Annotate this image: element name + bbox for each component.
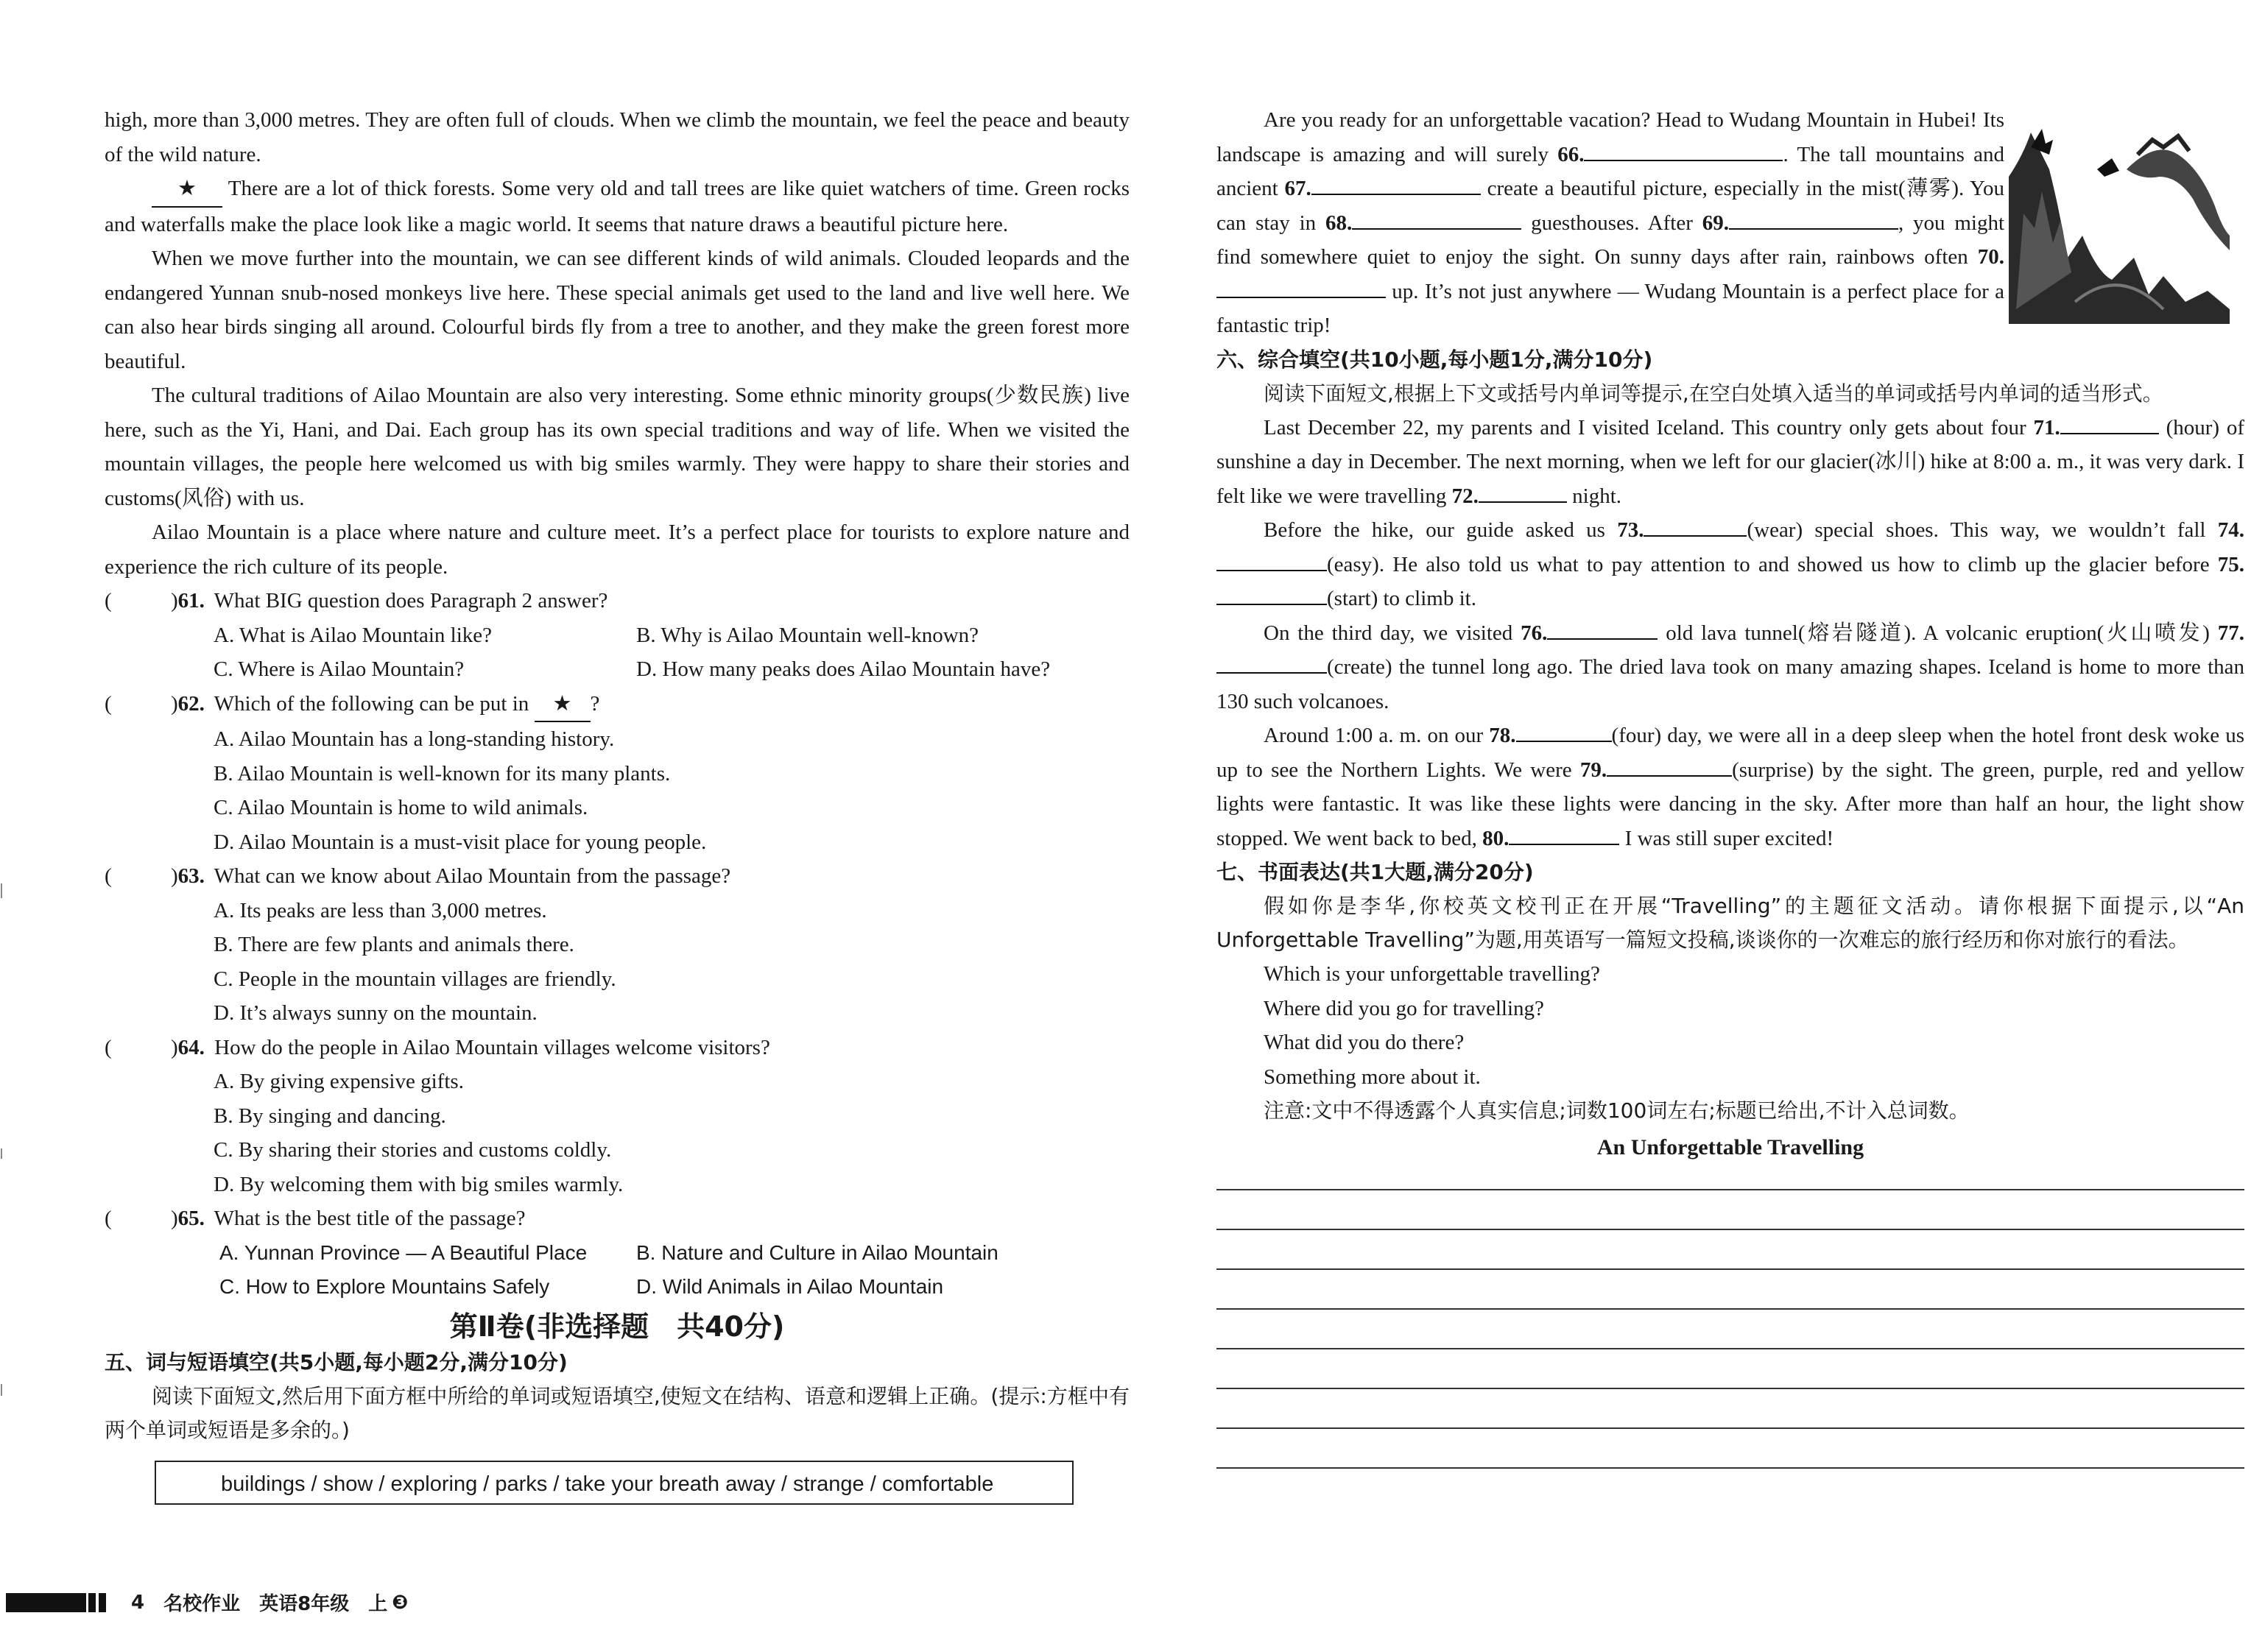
- writing-line[interactable]: [1216, 1388, 2244, 1389]
- blank-70[interactable]: [1216, 275, 1386, 298]
- question-65-options-row-2: [105, 1270, 1130, 1305]
- section-7-instructions: 假如你是李华,你校英文校刊正在开展“Travelling”的主题征文活动。请你根据下面提示,以“An Unforgettable Travelling”为题,用英语写一篇短文投稿,谈谈你的一次难忘的旅行经历和你对旅行的看法。: [1216, 894, 2244, 952]
- writing-line[interactable]: [1216, 1308, 2244, 1310]
- blank-71[interactable]: [2060, 411, 2159, 434]
- blank-75[interactable]: [1216, 582, 1327, 605]
- prompt-2: Where did you go for travelling?: [1264, 996, 1544, 1020]
- scan-mark: [1, 1148, 2, 1159]
- writing-line[interactable]: [1216, 1348, 2244, 1349]
- paragraph-4: The cultural traditions of Ailao Mountain are also very interesting. Some ethnic minority groups(少数民族) live here, such as the Yi, Hani, and Dai. Each group has its own special traditions and way of life. When we visited the mountain villages, the people here welcomed us with big smiles warmly. They were happy to share their stories and customs(风俗) with us.: [105, 384, 1130, 510]
- word-box: buildings / show / exploring / parks / take your breath away / strange / comfortable: [155, 1461, 1074, 1505]
- iceland-paragraph-3: On the third day, we visited 76. old lava tunnel(熔岩隧道). A volcanic eruption(火山喷发) 77.(create) the tunnel long ago. The dried lava took on many amazing shapes. Iceland is home to more than 130 such volcanoes.: [1216, 616, 2244, 719]
- question-62: ( )62. Which of the following can be put in ★ ?: [105, 687, 1130, 723]
- answer-bracket[interactable]: (: [105, 1035, 112, 1059]
- answer-bracket[interactable]: (: [105, 1207, 112, 1230]
- option-a: A. What is Ailao Mountain like?: [214, 623, 493, 647]
- blank-69[interactable]: [1729, 206, 1898, 230]
- option-d: D. Wild Animals in Ailao Mountain: [636, 1275, 944, 1298]
- option-c: C. People in the mountain villages are friendly.: [214, 967, 616, 991]
- question-63: ( )63. What can we know about Ailao Mountain from the passage?: [105, 859, 1130, 894]
- option-c: C. Where is Ailao Mountain?: [214, 657, 465, 681]
- option-b: B. Nature and Culture in Ailao Mountain: [636, 1240, 998, 1264]
- blank-72[interactable]: [1479, 479, 1567, 503]
- prompt-4: Something more about it.: [1264, 1065, 1481, 1089]
- option-d: D. By welcoming them with big smiles warmly.: [214, 1172, 624, 1196]
- section-5-instructions: 阅读下面短文,然后用下面方框中所给的单词或短语填空,使短文在结构、语意和逻辑上正确。(提示:方框中有两个单词或短语是多余的。): [105, 1383, 1130, 1442]
- option-b: B. Ailao Mountain is well-known for its many plants.: [214, 761, 671, 786]
- page-footer: [6, 1589, 427, 1616]
- option-b: B. By singing and dancing.: [214, 1104, 446, 1128]
- page-number: 4: [131, 1591, 145, 1614]
- paragraph-2: [105, 172, 1130, 241]
- blank-80[interactable]: [1509, 822, 1619, 845]
- blank-66[interactable]: [1584, 138, 1783, 161]
- blank-79[interactable]: [1607, 753, 1732, 777]
- option-b: B. There are few plants and animals there.: [214, 933, 574, 956]
- writing-line[interactable]: [1216, 1467, 2244, 1469]
- question-65: ( )65. What is the best title of the passage?: [105, 1201, 1130, 1236]
- answer-bracket[interactable]: (: [105, 864, 112, 888]
- section-5-heading: 五、词与短语填空(共5小题,每小题2分,满分10分): [105, 1349, 568, 1374]
- question-61-options-row-1: [105, 618, 1130, 653]
- essay-title: An Unforgettable Travelling: [1596, 1134, 1864, 1159]
- writing-line[interactable]: [1216, 1229, 2244, 1230]
- paragraph-3: When we move further into the mountain, we can see different kinds of wild animals. Clouded leopards and the endangered Yunnan snub-nosed monkeys live here. These special animals get used to the land and live well here. We can also hear birds singing all around. Colourful birds fly from a tree to another, and they make the green forest more beautiful.: [105, 247, 1130, 373]
- question-61-options-row-2: [105, 652, 1130, 687]
- star-blank: ★: [152, 172, 222, 208]
- option-a: A. By giving expensive gifts.: [214, 1070, 464, 1093]
- paragraph-1: high, more than 3,000 metres. They are often full of clouds. When we climb the mountain, we feel the peace and beauty of the wild nature.: [105, 108, 1130, 166]
- mountain-illustration: [2009, 125, 2230, 324]
- option-c: C. By sharing their stories and customs coldly.: [214, 1138, 612, 1162]
- answer-bracket[interactable]: (: [105, 589, 112, 613]
- scan-mark: [1, 883, 2, 898]
- section-6-instructions: 阅读下面短文,根据上下文或括号内单词等提示,在空白处填入适当的单词或括号内单词的适当形式。: [1264, 381, 2163, 406]
- footer-bar-icon: [6, 1593, 106, 1612]
- iceland-paragraph-2: Before the hike, our guide asked us 73. (wear) special shoes. This way, we wouldn’t fall 74.(easy). He also told us what to pay attention to and showed us how to climb up the glacier before 75.(start) to climb it.: [1216, 513, 2244, 616]
- wudang-passage: Are you ready for an unforgettable vacation? Head to Wudang Mountain in Hubei! Its landscape is amazing and will surely 66. . The tall mountains and ancient 67. create a beautiful picture, especially in the mist(薄雾). You can stay in 68. guesthouses. After 69. , you might find somewhere quiet to enjoy the sight. On sunny days after rain, rainbows often 70. up. It’s not just anywhere — Wudang Mountain is a perfect place for a fantastic trip!: [1216, 108, 2005, 337]
- prompt-1: Which is your unforgettable travelling?: [1264, 962, 1600, 986]
- iceland-paragraph-4: Around 1:00 a. m. on our 78. (four) day, we were all in a deep sleep when the hotel front desk woke us up to see the Northern Lights. We were 79. (surprise) by the sight. The green, purple, red and yellow lights were fantastic. It was like these lights were dancing in the sky. After more than half an hour, the light show stopped. We went back to bed, 80. I was still super excited!: [1216, 719, 2244, 855]
- option-c: C. Ailao Mountain is home to wild animals.: [214, 796, 588, 819]
- option-d: D. How many peaks does Ailao Mountain have?: [636, 657, 1051, 681]
- option-b: B. Why is Ailao Mountain well-known?: [636, 623, 979, 647]
- option-d: D. It’s always sunny on the mountain.: [214, 1001, 538, 1025]
- section-6-heading: 六、综合填空(共10小题,每小题1分,满分10分): [1216, 347, 1653, 372]
- section-7-heading: 七、书面表达(共1大题,满分20分): [1216, 860, 1534, 884]
- option-d: D. Ailao Mountain is a must-visit place for young people.: [214, 830, 707, 854]
- question-64: ( )64. How do the people in Ailao Mountain villages welcome visitors?: [105, 1031, 1130, 1065]
- paragraph-5: Ailao Mountain is a place where nature and culture meet. It’s a perfect place for tourists to explore nature and experience the rich culture of its people.: [105, 520, 1130, 579]
- writing-line[interactable]: [1216, 1268, 2244, 1270]
- blank-68[interactable]: [1352, 206, 1521, 230]
- answer-bracket[interactable]: (: [105, 691, 112, 716]
- blank-76[interactable]: [1547, 616, 1658, 640]
- blank-67[interactable]: [1311, 172, 1481, 195]
- question-61: ( )61. What BIG question does Paragraph 2 answer?: [105, 584, 1130, 618]
- scan-mark: [1, 1384, 2, 1396]
- question-65-options-row-1: [105, 1236, 1130, 1271]
- option-a: A. Yunnan Province — A Beautiful Place: [219, 1240, 588, 1264]
- writing-line[interactable]: [1216, 1189, 2244, 1190]
- subject-grade: 英语8年级: [259, 1593, 350, 1615]
- volume-mark: ❸: [392, 1591, 409, 1614]
- writing-note: 注意:文中不得透露个人真实信息;词数100词左右;标题已给出,不计入总词数。: [1264, 1098, 1970, 1123]
- blank-77[interactable]: [1216, 650, 1327, 674]
- blank-78[interactable]: [1516, 719, 1612, 742]
- option-a: A. Its peaks are less than 3,000 metres.: [214, 898, 547, 922]
- blank-74[interactable]: [1216, 548, 1327, 571]
- paragraph-2-text: There are a lot of thick forests. Some very old and tall trees are like quiet watchers of time. Green rocks and waterfalls make the place look like a magic world. It seems that nature draws a beautiful picture here.: [105, 177, 1130, 236]
- option-a: A. Ailao Mountain has a long-standing history.: [214, 727, 615, 751]
- option-c: C. How to Explore Mountains Safely: [219, 1275, 550, 1298]
- iceland-paragraph-1: Last December 22, my parents and I visited Iceland. This country only gets about four 71. (hour) of sunshine a day in December. The next morning, when we left for our glacier(冰川) hike at 8:00 a. m., it was very dark. I felt like we were travelling 72. night.: [1216, 411, 2244, 514]
- left-column: [105, 103, 1130, 1505]
- series-name: 名校作业: [163, 1593, 241, 1615]
- blank-73[interactable]: [1644, 513, 1747, 537]
- star-blank: ★: [535, 687, 591, 723]
- prompt-3: What did you do there?: [1264, 1031, 1465, 1054]
- term: 上: [368, 1593, 388, 1615]
- writing-line[interactable]: [1216, 1427, 2244, 1429]
- writing-area[interactable]: [1216, 1189, 2244, 1469]
- part-2-title: 第Ⅱ卷(非选择题 共40分): [449, 1310, 785, 1343]
